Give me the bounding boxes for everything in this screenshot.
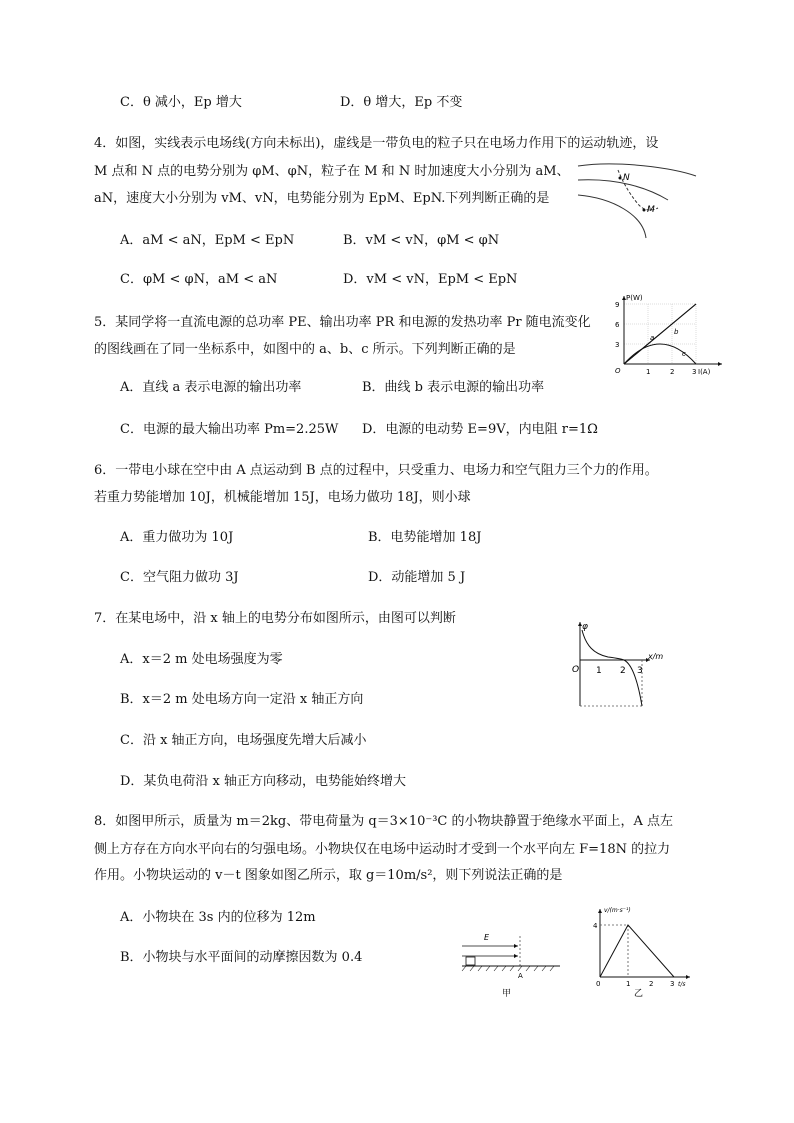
block [466, 957, 475, 965]
phi-label: φ [582, 622, 588, 632]
label-n: N [623, 173, 630, 183]
tick-3: 3 [637, 666, 643, 676]
q5-power-graph [612, 292, 732, 378]
q7-stem: 7．在某电场中，沿 x 轴上的电势分布如图所示，由图可以判断 [94, 611, 456, 626]
label-e: E [484, 933, 490, 942]
q4-option-d: D．vM < vN，EpM < EpN [343, 272, 518, 287]
q8-stem-line2: 侧上方存在方向水平向右的匀强电场。小物块仅在电场中运动时才受到一个水平向左 F=18N 的拉力 [94, 842, 671, 857]
q6-option-d: D．动能增加 5 J [368, 570, 466, 585]
q4-stem-line2: M 点和 N 点的电势分别为 φM、φN，粒子在 M 和 N 时加速度大小分别为 aM、 [94, 164, 570, 179]
q5-stem-line2: 的图线画在了同一坐标系中，如图中的 a、b、c 所示。下列判断正确的是 [94, 342, 516, 357]
tick-1: 1 [596, 666, 602, 676]
tick-x1: 1 [626, 980, 631, 988]
q7-option-d: D．某负电荷沿 x 轴正方向移动，电势能始终增大 [120, 774, 407, 789]
q6-option-b: B．电势能增加 18J [368, 530, 482, 545]
q3-option-d: D．θ 增大，Ep 不变 [340, 95, 463, 110]
tick-x1: 1 [646, 368, 651, 376]
q8-option-a: A．小物块在 3s 内的位移为 12m [120, 910, 316, 925]
ylabel: v/(m·s⁻¹) [604, 907, 631, 914]
field-line-1 [578, 164, 696, 176]
label-a: a [650, 334, 655, 342]
q4-option-c: C．φM < φN，aM < aN [120, 272, 278, 287]
caption-jia: 甲 [502, 989, 512, 999]
ylabel: P(W) [626, 294, 643, 302]
tick-2: 2 [620, 666, 626, 676]
label-b: b [674, 328, 679, 336]
q4-field-figure [578, 160, 698, 240]
tick-x2: 2 [649, 980, 654, 988]
x-axis-label: x/m [648, 652, 664, 661]
tick-y3: 3 [615, 341, 620, 349]
xlabel: I(A) [698, 368, 711, 376]
origin: 0 [596, 980, 601, 988]
q6-stem-line2: 若重力势能增加 10J，机械能增加 15J，电场力做功 18J，则小球 [94, 490, 471, 505]
q7-option-a: A．x＝2 m 处电场强度为零 [120, 652, 283, 667]
caption-yi: 乙 [634, 989, 644, 999]
q7-option-c: C．沿 x 轴正方向，电场强度先增大后减小 [120, 733, 367, 748]
q3-option-c: C．θ 减小，Ep 增大 [120, 95, 242, 110]
q5-option-c: C．电源的最大输出功率 Pm=2.25W [120, 422, 339, 437]
tick-x3: 3 [692, 368, 697, 376]
q6-stem-line1: 6．一带电小球在空中由 A 点运动到 B 点的过程中，只受重力、电场力和空气阻力三个力的作用。 [94, 463, 658, 478]
q6-option-a: A．重力做功为 10J [120, 530, 234, 545]
q5-stem-line1: 5．某同学将一直流电源的总功率 PE、输出功率 PR 和电源的发热功率 Pr 随电流变化 [94, 315, 591, 330]
q6-option-c: C．空气阻力做功 3J [120, 570, 239, 585]
q4-option-b: B．vM < vN，φM < φN [343, 233, 500, 248]
q5-option-b: B．曲线 b 表示电源的输出功率 [362, 380, 545, 395]
q5-option-a: A．直线 a 表示电源的输出功率 [120, 380, 302, 395]
origin: O [572, 665, 580, 675]
q4-stem-line3: aN，速度大小分别为 vM、vN，电势能分别为 EpM、EpN.下列判断正确的是 [94, 191, 550, 206]
phi-curve [582, 630, 642, 706]
tick-x3: 3 [670, 980, 675, 988]
label-m: M [647, 205, 655, 215]
q4-option-a: A．aM < aN，EpM < EpN [120, 233, 295, 248]
tick-y6: 6 [615, 321, 620, 329]
label-a: A [518, 972, 523, 980]
q8-option-b: B．小物块与水平面间的动摩擦因数为 0.4 [120, 950, 363, 965]
q8-vt-graph-yi [590, 905, 700, 997]
q8-stem-line3: 作用。小物块运动的 v－t 图象如图乙所示，取 g＝10m/s²，则下列说法正确的是 [94, 868, 563, 883]
q7-potential-graph [570, 620, 670, 710]
vt-line [600, 925, 674, 977]
q5-option-d: D．电源的电动势 E=9V，内电阻 r=1Ω [362, 422, 598, 437]
q7-option-b: B．x＝2 m 处电场方向一定沿 x 轴正方向 [120, 692, 364, 707]
q8-figure-jia [460, 922, 570, 1000]
q8-stem-line1: 8．如图甲所示，质量为 m＝2kg、带电荷量为 q＝3×10⁻³C 的小物块静置于绝缘水平面上，A 点左 [94, 814, 674, 829]
xlabel: t/s [678, 981, 686, 988]
q4-stem-line1: 4．如图，实线表示电场线(方向未标出)，虚线是一带负电的粒子只在电场力作用下的运动轨迹，设 [94, 136, 659, 151]
origin: O [615, 367, 621, 375]
label-c: c [682, 350, 686, 358]
tick-y9: 9 [615, 301, 620, 309]
tick-y4: 4 [593, 922, 598, 930]
tick-x2: 2 [670, 368, 675, 376]
